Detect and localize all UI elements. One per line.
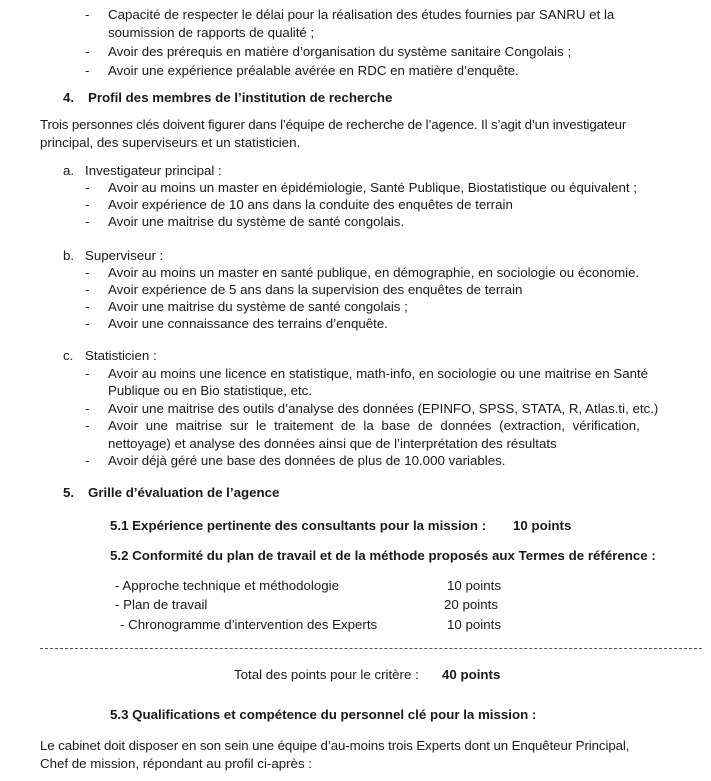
subsection-letter: a. <box>63 163 75 178</box>
bullet-text: Avoir expérience de 10 ans dans la conduite des enquêtes de terrain <box>108 197 513 212</box>
bullet-text: Avoir des prérequis en matière d’organisation du système sanitaire Congolais ; <box>108 44 572 59</box>
bullet-dash: - <box>85 197 90 212</box>
section-5-number: 5. <box>63 485 75 500</box>
criterion-row-points: 10 points <box>447 578 501 593</box>
subsection-letter: b. <box>63 248 75 263</box>
criterion-5-1-points: 10 points <box>513 518 572 533</box>
bullet-text: Avoir une connaissance des terrains d’enquête. <box>108 316 388 331</box>
criterion-row-label: - Chronogramme d’intervention des Experts <box>120 617 378 632</box>
criterion-row-label: - Plan de travail <box>115 597 208 612</box>
bullet-dash: - <box>85 180 90 195</box>
bullet-text-continued: nettoyage) et analyse des données ainsi que de l’interprétation des résultats <box>108 436 557 451</box>
criterion-row-label: - Approche technique et méthodologie <box>115 578 339 593</box>
bullet-dash: - <box>85 63 90 78</box>
bullet-dash: - <box>85 401 90 416</box>
bullet-text-continued: soumission de rapports de qualité ; <box>108 25 315 40</box>
dashed-separator <box>40 648 702 649</box>
subsection-a-title: Investigateur principal : <box>85 163 222 178</box>
bullet-dash: - <box>85 418 90 433</box>
total-label: Total des points pour le critère : <box>234 667 419 682</box>
bullet-dash: - <box>85 44 90 59</box>
section-4-intro-continued: principal, des superviseurs et un statisticien. <box>40 135 301 150</box>
bullet-text: Avoir au moins une licence en statistique, math-info, en sociologie ou une maitrise en Santé <box>108 366 649 381</box>
criterion-5-3-label: 5.3 Qualifications et compétence du personnel clé pour la mission : <box>110 707 537 722</box>
bullet-dash: - <box>85 299 90 314</box>
bullet-dash: - <box>85 316 90 331</box>
bullet-dash: - <box>85 214 90 229</box>
total-points: 40 points <box>442 667 501 682</box>
section-4-title: Profil des membres de l’institution de recherche <box>88 90 393 105</box>
bullet-text: Avoir une maitrise des outils d’analyse des données (EPINFO, SPSS, STATA, R, Atlas.ti, etc.) <box>108 401 659 416</box>
bullet-text: Avoir une expérience préalable avérée en RDC en matière d’enquête. <box>108 63 519 78</box>
section-4-intro: Trois personnes clés doivent figurer dans l’équipe de recherche de l’agence. Il s’agit d’un investigateur <box>40 117 627 132</box>
bullet-dash: - <box>85 265 90 280</box>
bullet-text: Avoir au moins un master en épidémiologie, Santé Publique, Biostatistique ou équivalent ; <box>108 180 637 195</box>
bullet-dash: - <box>85 366 90 381</box>
bullet-text: Avoir une maitrise du système de santé congolais ; <box>108 299 408 314</box>
closing-paragraph: Le cabinet doit disposer en son sein une équipe d’au-moins trois Experts dont un Enquêteur Principal, <box>40 738 630 753</box>
criterion-row-points: 10 points <box>447 617 501 632</box>
bullet-text: Avoir déjà géré une base des données de plus de 10.000 variables. <box>108 453 506 468</box>
subsection-c-title: Statisticien : <box>85 348 157 363</box>
section-4-number: 4. <box>63 90 75 105</box>
bullet-dash: - <box>85 7 90 22</box>
section-5-title: Grille d’évaluation de l’agence <box>88 485 280 500</box>
bullet-dash: - <box>85 282 90 297</box>
bullet-text-continued: Publique ou en Bio statistique, etc. <box>108 383 313 398</box>
subsection-b-title: Superviseur : <box>85 248 164 263</box>
bullet-dash: - <box>85 453 90 468</box>
criterion-row-points: 20 points <box>444 597 498 612</box>
criterion-5-1-label: 5.1 Expérience pertinente des consultants pour la mission : <box>110 518 487 533</box>
subsection-letter: c. <box>63 348 74 363</box>
criterion-5-2-label: 5.2 Conformité du plan de travail et de la méthode proposés aux Termes de référence : <box>110 548 656 563</box>
bullet-text: Avoir au moins un master en santé publique, en démographie, en sociologie ou économie. <box>108 265 640 280</box>
bullet-text: Avoir expérience de 5 ans dans la supervision des enquêtes de terrain <box>108 282 523 297</box>
closing-paragraph-continued: Chef de mission, répondant au profil ci-après : <box>40 756 312 771</box>
bullet-text: Capacité de respecter le délai pour la réalisation des études fournies par SANRU et la <box>108 7 615 22</box>
bullet-text: Avoir une maitrise sur le traitement de la base de données (extraction, vérification, <box>108 418 640 433</box>
bullet-text: Avoir une maitrise du système de santé congolais. <box>108 214 405 229</box>
